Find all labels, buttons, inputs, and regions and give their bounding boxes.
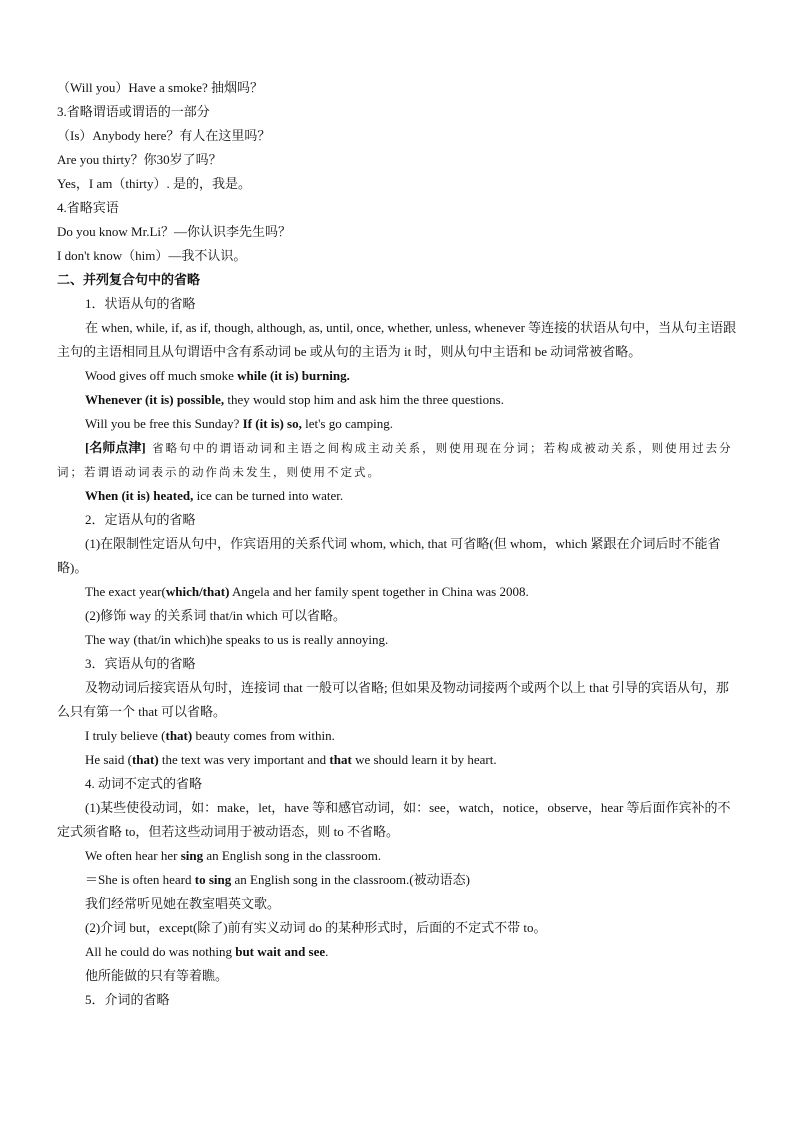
example-line: I don't know（him）—我不认识。 [57,248,247,263]
explanation-paragraph: 及物动词后接宾语从句时，连接词 that 一般可以省略; 但如果及物动词接两个或两个以上 that 引导的宾语从句，那么只有第一个 that 可以省略。 [57,680,729,719]
sub-heading: 4. 动词不定式的省略 [85,776,203,791]
explanation-line: (2)修饰 way 的关系词 that/in which 可以省略。 [85,608,347,623]
example-line: （Will you）Have a smoke? 抽烟吗？ [57,80,263,95]
explanation-line: (2)介词 but，except(除了)前有实义动词 do 的某种形式时，后面的不定式不带 to。 [85,920,547,935]
example-line: The way (that/in which)he speaks to us is really annoying. [85,632,389,647]
section-heading: 二、并列复合句中的省略 [57,272,201,287]
explanation-paragraph: (1)在限制性定语从句中，作宾语用的关系代词 whom, which, that 可省略(但 whom，which 紧跟在介词后时不能省略)。 [57,536,721,575]
example-line: We often hear her sing an English song in the classroom. [85,848,382,863]
example-line: When (it is) heated, ice can be turned into water. [85,488,344,503]
example-line: Wood gives off much smoke while (it is) burning. [85,368,350,383]
sub-heading: 3.省略谓语或谓语的一部分 [57,104,210,119]
example-line: （Is）Anybody here？有人在这里吗？ [57,128,271,143]
example-line: Do you know Mr.Li？—你认识李先生吗？ [57,224,292,239]
translation-line: 他所能做的只有等着瞧。 [85,968,229,983]
tip-paragraph: [名师点津] 省略句中的谓语动词和主语之间构成主动关系，则使用现在分词；若构成被动关系，则使用过去分词；若谓语动词表示的动作尚未发生，则使用不定式。 [57,440,733,479]
sub-heading: 5．介词的省略 [85,992,170,1007]
example-line: Whenever (it is) possible, they would stop him and ask him the three questions. [85,392,504,407]
sub-heading: 3．宾语从句的省略 [85,656,196,671]
example-line: All he could do was nothing but wait and see. [85,944,329,959]
example-line: I truly believe (that) beauty comes from within. [85,728,335,743]
explanation-paragraph: (1)某些使役动词，如：make，let，have 等和感官动词，如：see，watch，notice，observe，hear 等后面作宾补的不定式须省略 to，但若这些动词用于被动语态，则 to 不省略。 [57,800,731,839]
document-body [57,76,737,1012]
example-line: The exact year(which/that) Angela and her family spent together in China was 2008. [85,584,529,599]
example-line: Will you be free this Sunday? If (it is) so, let's go camping. [85,416,393,431]
sub-heading: 1．状语从句的省略 [85,296,196,311]
translation-line: 我们经常听见她在教室唱英文歌。 [85,896,281,911]
example-line: Yes，I am（thirty）. 是的，我是。 [57,176,252,191]
sub-heading: 4.省略宾语 [57,200,119,215]
example-line: He said (that) the text was very important and that we should learn it by heart. [85,752,497,767]
example-line: ＝She is often heard to sing an English song in the classroom.(被动语态) [85,872,470,887]
sub-heading: 2．定语从句的省略 [85,512,196,527]
example-line: Are you thirty？你30岁了吗？ [57,152,222,167]
tip-label: [名师点津] [85,440,146,455]
explanation-paragraph: 在 when, while, if, as if, though, although, as, until, once, whether, unless, whenever 等连接的状语从句中，当从句主语跟主句的主语相同且从句谓语中含有系动词 be 或从句的主语为 it 时，则从句中主语和 be 动词常被省略。 [57,320,737,359]
